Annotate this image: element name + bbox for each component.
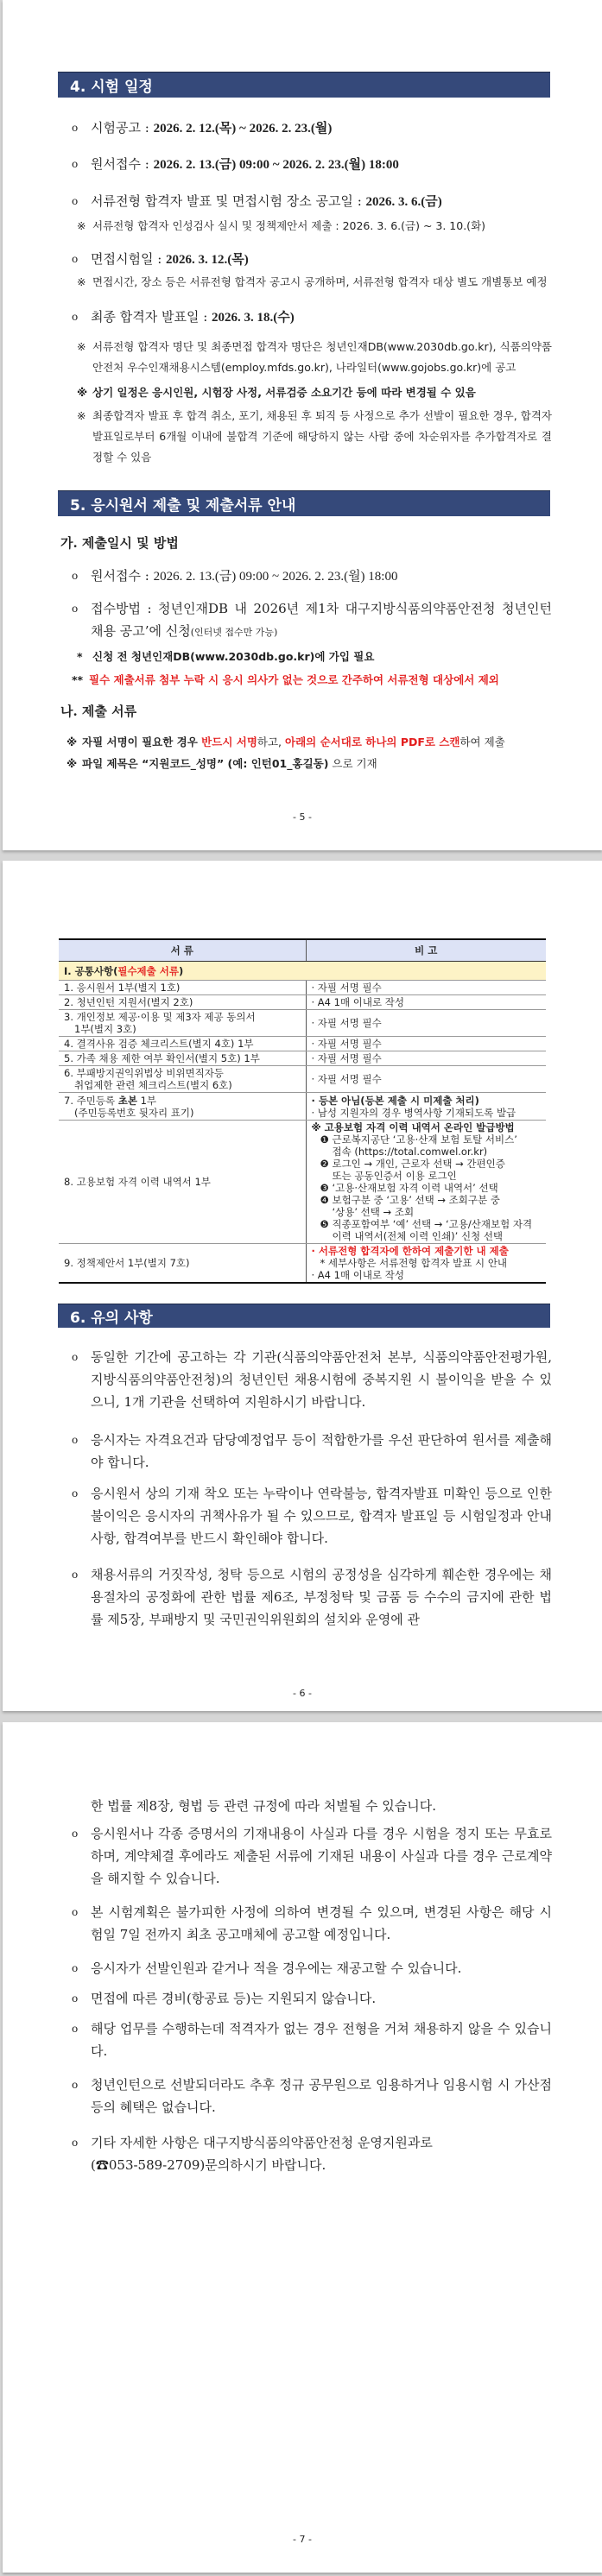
additional-pass-note: ※ 최종합격자 발표 후 합격 취소, 포기, 채용된 후 퇴직 등 사정으로 추가 선발이 필요한 경우, 합격자 발표일로부터 6개월 이내에 불합격 기준에 해당하지 않는 사람 중에 차순위자를 추가합격자로 결정할 수 있음 — [77, 409, 552, 464]
caution-item: ο 본 시험계획은 불가피한 사정에 의하여 변경될 수 있으며, 변경된 사항은 해당 시험일 7일 전까지 최초 공고매체에 공고할 예정입니다. — [72, 1904, 552, 1942]
section-6-header: 6. 유의 사항 — [58, 1304, 550, 1328]
caution-item: ο 응시자가 선발인원과 같거나 적을 경우에는 재공고할 수 있습니다. — [72, 1960, 462, 1976]
table-row: 3. 개인정보 제공·이용 및 제3자 제공 동의서 1부(별지 3호) · 자필 서명 필수 — [59, 1010, 546, 1037]
table-row: 6. 부패방지권익위법상 비위면직자등 취업제한 관련 체크리스트(별지 6호) · 자필 서명 필수 — [59, 1066, 546, 1093]
table-row: 1. 응시원서 1부(별지 1호) · 자필 서명 필수 — [59, 981, 546, 995]
caution-item: ο 면접에 따른 경비(항공료 등)는 지원되지 않습니다. — [72, 1991, 377, 2006]
section-5-header: 5. 응시원서 제출 및 제출서류 안내 — [58, 490, 550, 516]
caution-item: ο 채용서류의 거짓작성, 청탁 등으로 시험의 공정성을 심각하게 훼손한 경우에는 채용절차의 공정화에 관한 법률 제6조, 부정청탁 및 금품 등 수수의 금지에 관한 법률 제5장, 부패방지 및 국민권익위원회의 설치와 운영에 관 — [72, 1567, 552, 1627]
schedule-item: ο 원서접수 : 2026. 2. 13.(금) 09:00 ~ 2026. 2. 23.(월) 18:00 — [72, 156, 399, 172]
subheading-a: 가. 제출일시 및 방법 — [60, 535, 179, 551]
page-7 — [3, 1722, 602, 2573]
category-row: I. 공통사항(필수제출 서류) — [59, 962, 546, 981]
contact-item: ο 기타 자세한 사항은 대구지방식품의약품안전청 운영지원과로 (☎053-589-2709)문의하시기 바랍니다. — [72, 2135, 433, 2173]
caution-item: ο 응시자는 자격요건과 담당예정업무 등이 적합한가를 우선 판단하여 원서를 제출해야 합니다. — [72, 1432, 552, 1470]
table-row: 4. 결격사유 검증 체크리스트(별지 4호) 1부 · 자필 서명 필수 — [59, 1037, 546, 1051]
page-6 — [3, 861, 602, 1711]
table-row: 7. 주민등록 초본 1부 (주민등록번호 뒷자리 표기) · 등본 아님(등본 제출 시 미제출 처리) · 남성 지원자의 경우 병역사항 기재되도록 발급 — [59, 1093, 546, 1121]
apply-method: ο 접수방법 : 청년인재DB 내 2026년 제1차 대구지방식품의약품안전청 청년인턴 채용 공고’에 신청(인터넷 접수만 가능) — [72, 601, 552, 639]
signature-note: ※ 자필 서명이 필요한 경우 반드시 서명하고, 아래의 순서대로 하나의 PDF로 스캔하여 제출 — [67, 736, 505, 748]
page-number: - 5 - — [293, 811, 312, 823]
schedule-item: ο 면접시험일 : 2026. 3. 12.(목) — [72, 251, 249, 267]
file-name-note: ※ 파일 제목은 “지원코드_성명” (예: 인턴01_홍길동) 으로 기재 — [67, 757, 377, 770]
schedule-item: ο 최종 합격자 발표일 : 2026. 3. 18.(수) — [72, 309, 295, 325]
table-row: 5. 가족 채용 제한 여부 확인서(별지 5호) 1부 · 자필 서명 필수 — [59, 1051, 546, 1066]
page-5 — [3, 0, 602, 850]
schedule-change-note: ※ 상기 일정은 응시인원, 시험장 사정, 서류검증 소요기간 등에 따라 변경될 수 있음 — [77, 386, 476, 399]
caution-item: ο 응시원서나 각종 증명서의 기재내용이 사실과 다를 경우 시험을 정지 또는 무효로 하며, 계약체결 후에라도 제출된 서류에 기재된 내용이 사실과 다를 경우 근로계약을 해지할 수 있습니다. — [72, 1826, 552, 1886]
phone-number: (☎053-589-2709) — [91, 2157, 206, 2173]
column-header-documents: 서 류 — [59, 939, 306, 962]
column-header-remarks: 비 고 — [306, 939, 546, 962]
caution-item: ο 해당 업무를 수행하는데 적격자가 없는 경우 전형을 거쳐 채용하지 않을 수 있습니다. — [72, 2021, 552, 2059]
schedule-note: ※ 서류전형 합격자 명단 및 최종면접 합격자 명단은 청년인재DB(www.2030db.go.kr), 식품의약품안전처 우수인재채용시스템(employ.mfds.go.kr), 나라일터(www.gojobs.go.kr)에 공고 — [77, 340, 552, 374]
table-row: 2. 청년인턴 지원서(별지 2호) · A4 1매 이내로 작성 — [59, 995, 546, 1010]
page-number: - 6 - — [293, 1688, 312, 1699]
apply-period: ο 원서접수 : 2026. 2. 13.(금) 09:00 ~ 2026. 2. 23.(월) 18:00 — [72, 568, 398, 584]
signup-note: * 신청 전 청년인재DB(www.2030db.go.kr)에 가입 필요 — [77, 650, 375, 663]
schedule-item: ο 서류전형 합격자 발표 및 면접시험 장소 공고일 : 2026. 3. 6.(금) — [72, 193, 442, 209]
schedule-item: ο 시험공고 : 2026. 2. 12.(목) ~ 2026. 2. 23.(월) — [72, 120, 333, 136]
required-documents-table — [59, 938, 546, 1284]
section-4-header: 4. 시험 일정 — [58, 72, 550, 98]
missing-docs-warning: ** 필수 제출서류 첨부 누락 시 응시 의사가 없는 것으로 간주하여 서류전형 대상에서 제외 — [72, 673, 499, 686]
schedule-note: ※ 면접시간, 장소 등은 서류전형 합격자 공고시 공개하며, 서류전형 합격자 대상 별도 개별통보 예정 — [77, 275, 548, 288]
caution-item: ο 응시원서 상의 기재 착오 또는 누락이나 연락불능, 합격자발표 미확인 등으로 인한 불이익은 응시자의 귀책사유가 될 수 있으므로, 합격자 발표일 등 시험일정과 안내사항, 합격여부를 반드시 확인해야 합니다. — [72, 1486, 552, 1546]
caution-item: ο 청년인턴으로 선발되더라도 추후 정규 공무원으로 임용하거나 임용시험 시 가산점 등의 혜택은 없습니다. — [72, 2077, 552, 2115]
subheading-b: 나. 제출 서류 — [60, 704, 137, 719]
table-row: 9. 정책제안서 1부(별지 7호) · 서류전형 합격자에 한하여 제출기한 내 제출 * 세부사항은 서류전형 합격자 발표 시 안내 · A4 1매 이내로 작성 — [59, 1244, 546, 1284]
page-number: - 7 - — [293, 2534, 312, 2545]
schedule-note: ※ 서류전형 합격자 인성검사 실시 및 정책제안서 제출 : 2026. 3. 6.(금) ~ 3. 10.(화) — [77, 219, 486, 232]
caution-continuation: 한 법률 제8장, 형법 등 관련 규정에 따라 처벌될 수 있습니다. — [91, 1798, 437, 1814]
table-row: 8. 고용보험 자격 이력 내역서 1부 ※ 고용보험 자격 이력 내역서 온라인 발급방법 ❶ 근로복지공단 ‘고용·산재 보험 토탈 서비스’ 접속 (https://total.comwel.or.kr) ❷ 로그인 → 개인, 근로자 선택 → 간편인증 또는 공동인증서 이용 로그인 ❸ ‘고용·산재보험 자격 이력 내역서’ 선택 ❹ 보험구분 중 ‘고용’ 선택 → 조회구분 중 ‘상용’ 선택 → 조회 ❺ 직종포함여부 ‘예’ 선택 → ‘고용/산재보험 자격 이력 내역서(전체 이력 인쇄)’ 신청 선택 — [59, 1121, 546, 1244]
caution-item: ο 동일한 기간에 공고하는 각 기관(식품의약품안전처 본부, 식품의약품안전평가원, 지방식품의약품안전청)의 청년인턴 채용시험에 중복지원 시 불이익을 받을 수 있으니, 1개 기관을 선택하여 지원하시기 바랍니다. — [72, 1349, 552, 1410]
